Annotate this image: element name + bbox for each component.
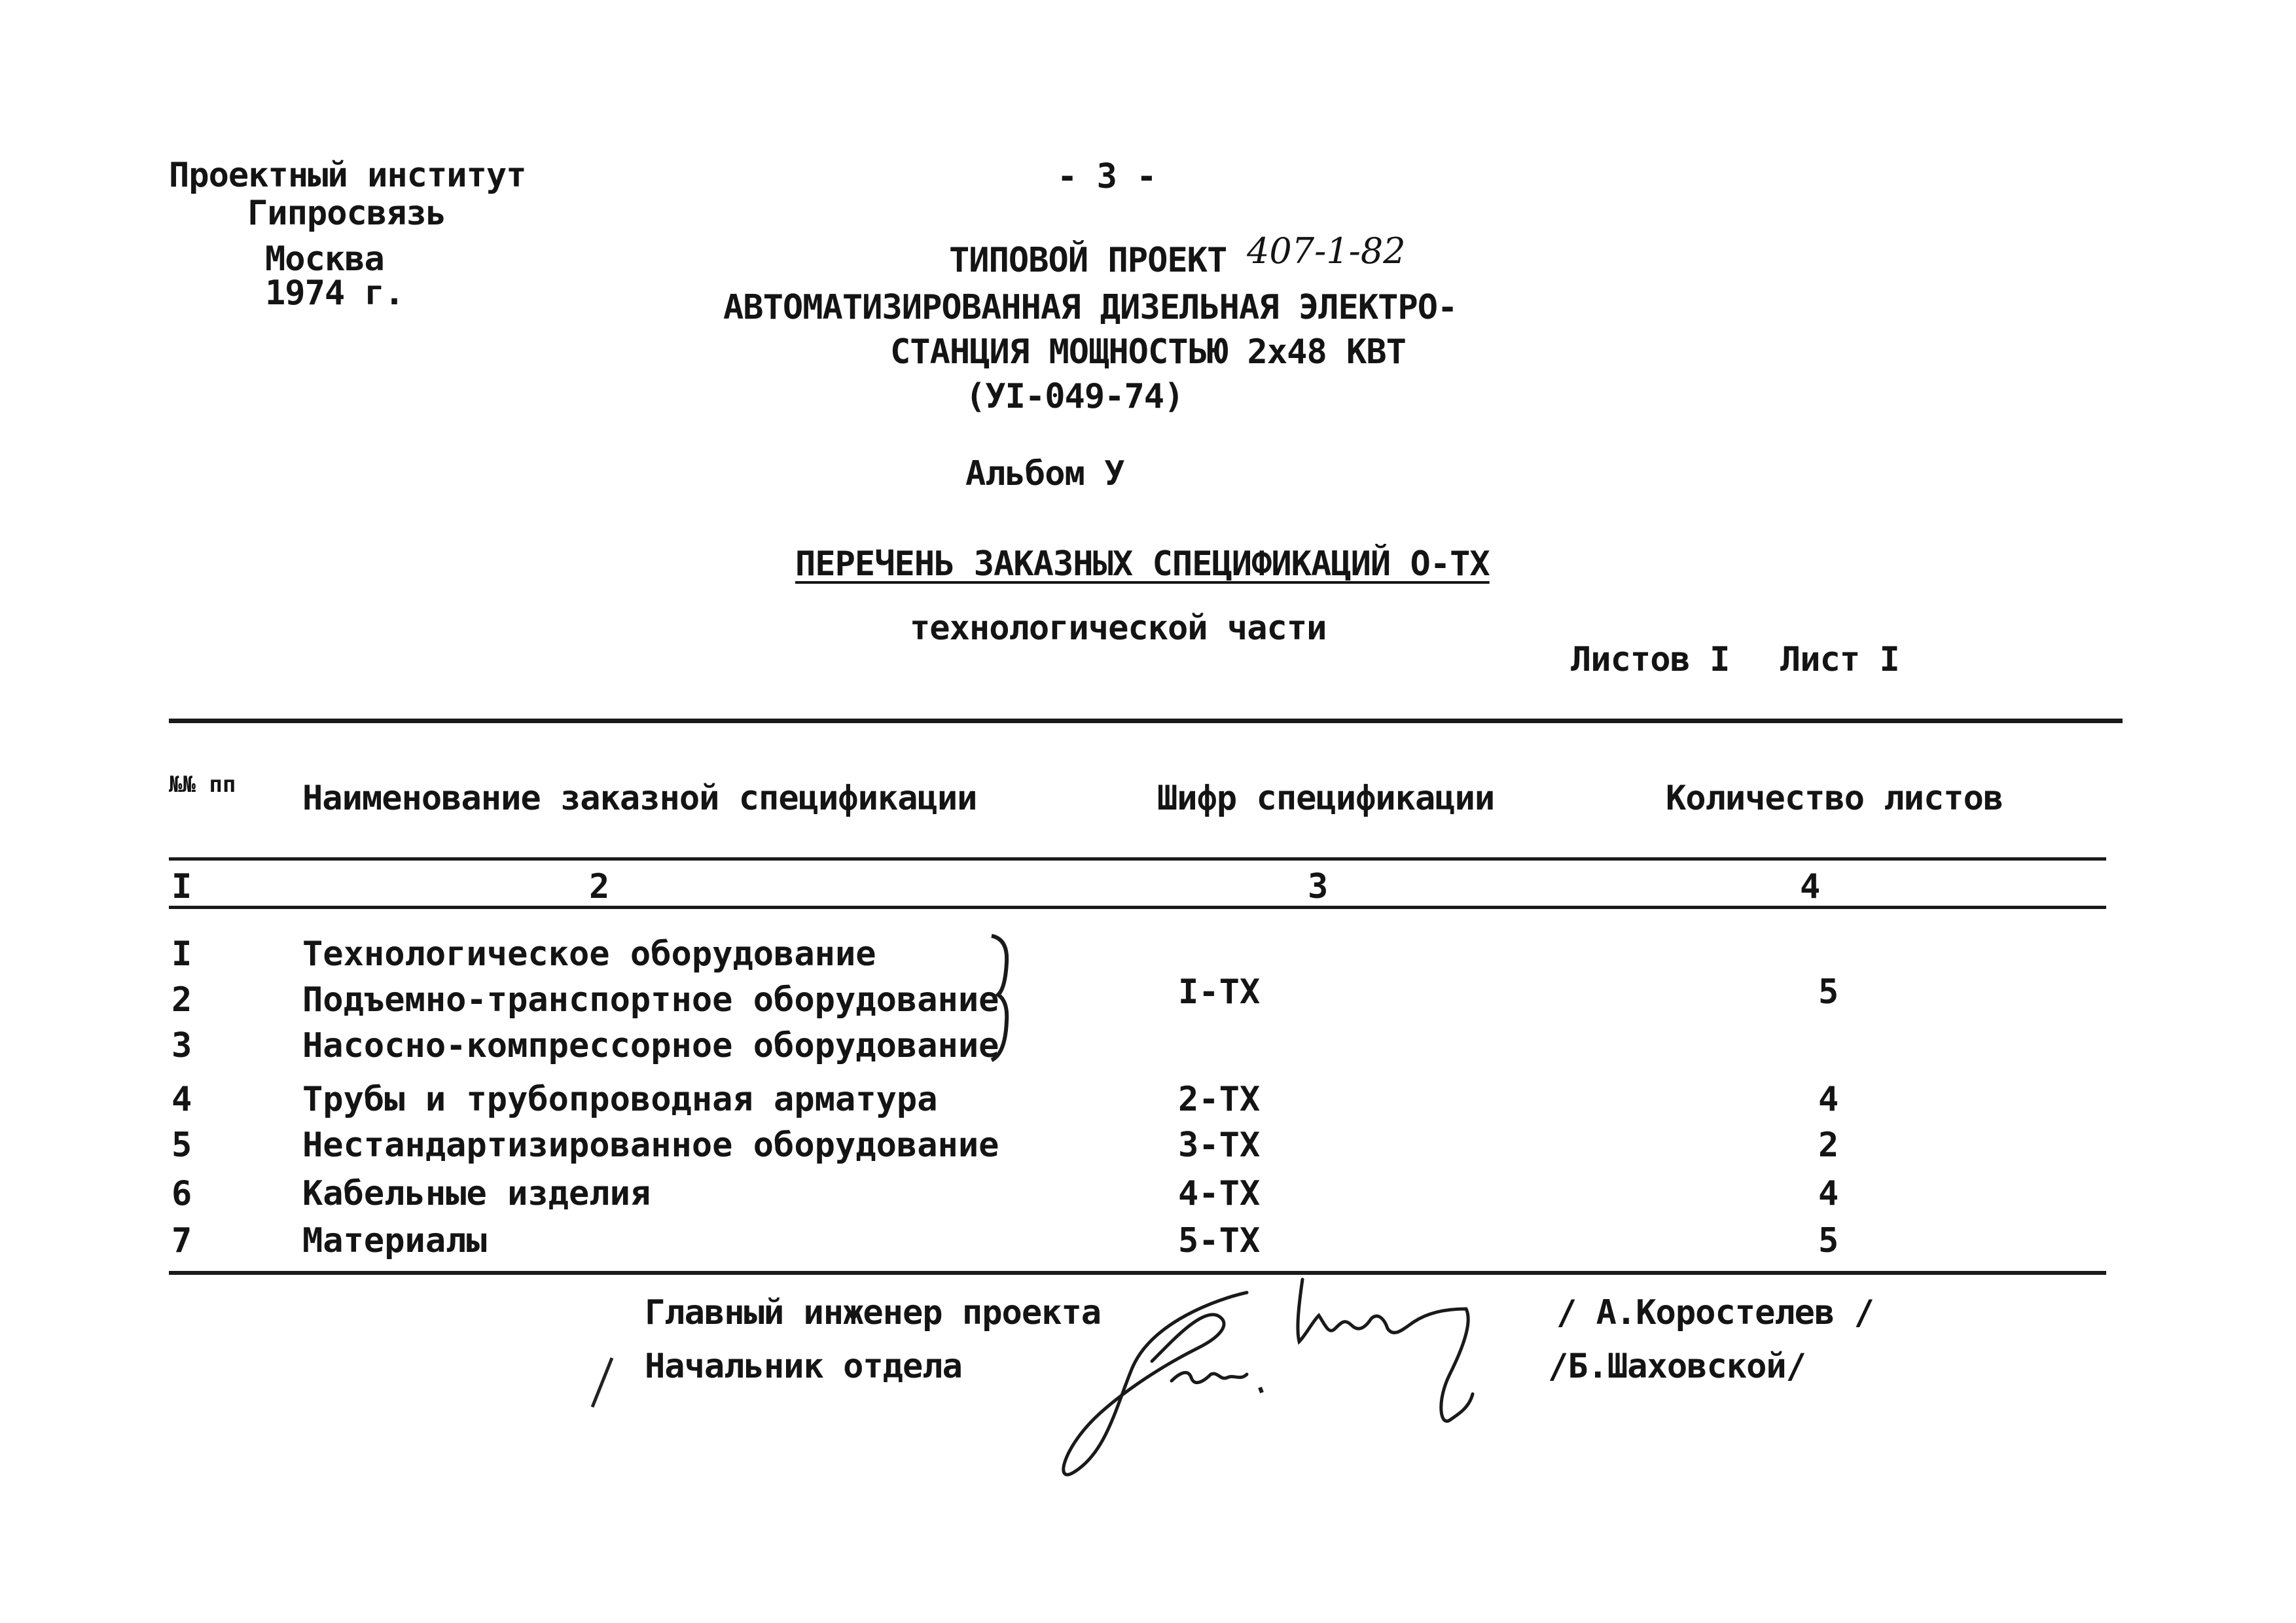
header-code: Шифр спецификации	[1157, 779, 1495, 818]
row-3-name: Насосно-компрессорное оборудование	[302, 1026, 999, 1065]
page-number: - 3 -	[1057, 157, 1157, 196]
row-2-num: 2	[171, 980, 192, 1020]
signature-role-chief-engineer: Главный инженер проекта	[645, 1293, 1102, 1332]
row-6-name: Кабельные изделия	[302, 1174, 651, 1213]
signature-name-chief-engineer: / А.Коростелев /	[1556, 1293, 1874, 1332]
chief-engineer-signature-icon	[1064, 1293, 1247, 1474]
signature-name-department-head: /Б.Шаховской/	[1548, 1347, 1806, 1386]
list-title: ПЕРЕЧЕНЬ ЗАКАЗНЫХ СПЕЦИФИКАЦИЙ О-ТХ	[795, 544, 1490, 584]
column-number-2: 2	[589, 867, 609, 906]
row-7-name: Материалы	[302, 1221, 487, 1260]
project-code: (УI-049-74)	[965, 377, 1184, 416]
album-title: Альбом У	[965, 454, 1124, 493]
department-head-signature-icon	[1298, 1279, 1473, 1421]
column-number-3: 3	[1308, 867, 1328, 906]
row-1-name: Технологическое оборудование	[302, 935, 876, 974]
row-7-count: 5	[1818, 1221, 1839, 1260]
header-num: №№ пп	[169, 772, 236, 798]
row-2-name: Подъемно-транспортное оборудование	[302, 980, 999, 1020]
row-3-num: 3	[171, 1026, 192, 1065]
column-number-4: 4	[1800, 867, 1820, 906]
project-title-line1: АВТОМАТИЗИРОВАННАЯ ДИЗЕЛЬНАЯ ЭЛЕКТРО-	[723, 288, 1458, 327]
header-name: Наименование заказной спецификации	[302, 779, 977, 818]
institute-year: 1974 г.	[265, 274, 404, 313]
sheets-total: Листов I	[1571, 640, 1730, 679]
row-6-num: 6	[171, 1174, 192, 1213]
signature-dot-icon	[1260, 1387, 1262, 1393]
project-label: ТИПОВОЙ ПРОЕКТ	[949, 241, 1227, 280]
column-number-1: I	[171, 867, 192, 906]
row-5-name: Нестандартизированное оборудование	[302, 1126, 999, 1165]
list-subtitle: технологической части	[910, 609, 1327, 648]
institute-name: Проектный институт	[169, 156, 526, 195]
row-4-code: 2-ТХ	[1178, 1080, 1261, 1119]
row-2-code: I-ТХ	[1178, 972, 1261, 1012]
institute-city: Москва	[265, 240, 384, 279]
row-6-count: 4	[1818, 1174, 1839, 1213]
row-4-num: 4	[171, 1080, 192, 1119]
row-4-name: Трубы и трубопроводная арматура	[302, 1080, 938, 1119]
project-title-line2: СТАНЦИЯ МОЩНОСТЬЮ 2х48 КВТ	[890, 332, 1406, 372]
row-group-brace-icon	[992, 936, 1007, 1060]
row-7-num: 7	[171, 1221, 192, 1260]
sheets-current: Лист I	[1780, 640, 1899, 679]
tick-mark-icon	[592, 1358, 612, 1407]
row-6-code: 4-ТХ	[1178, 1174, 1261, 1213]
header-count: Количество листов	[1666, 779, 2003, 818]
row-2-count: 5	[1818, 972, 1839, 1012]
row-5-code: 3-ТХ	[1178, 1126, 1261, 1165]
row-5-num: 5	[171, 1126, 192, 1165]
signature-role-department-head: Начальник отдела	[645, 1347, 962, 1386]
row-1-num: I	[171, 935, 192, 974]
row-5-count: 2	[1818, 1126, 1839, 1165]
row-4-count: 4	[1818, 1080, 1839, 1119]
row-7-code: 5-ТХ	[1178, 1221, 1261, 1260]
project-number: 407-1-82	[1247, 230, 1406, 272]
institute-short-name: Гипросвязь	[247, 194, 446, 233]
